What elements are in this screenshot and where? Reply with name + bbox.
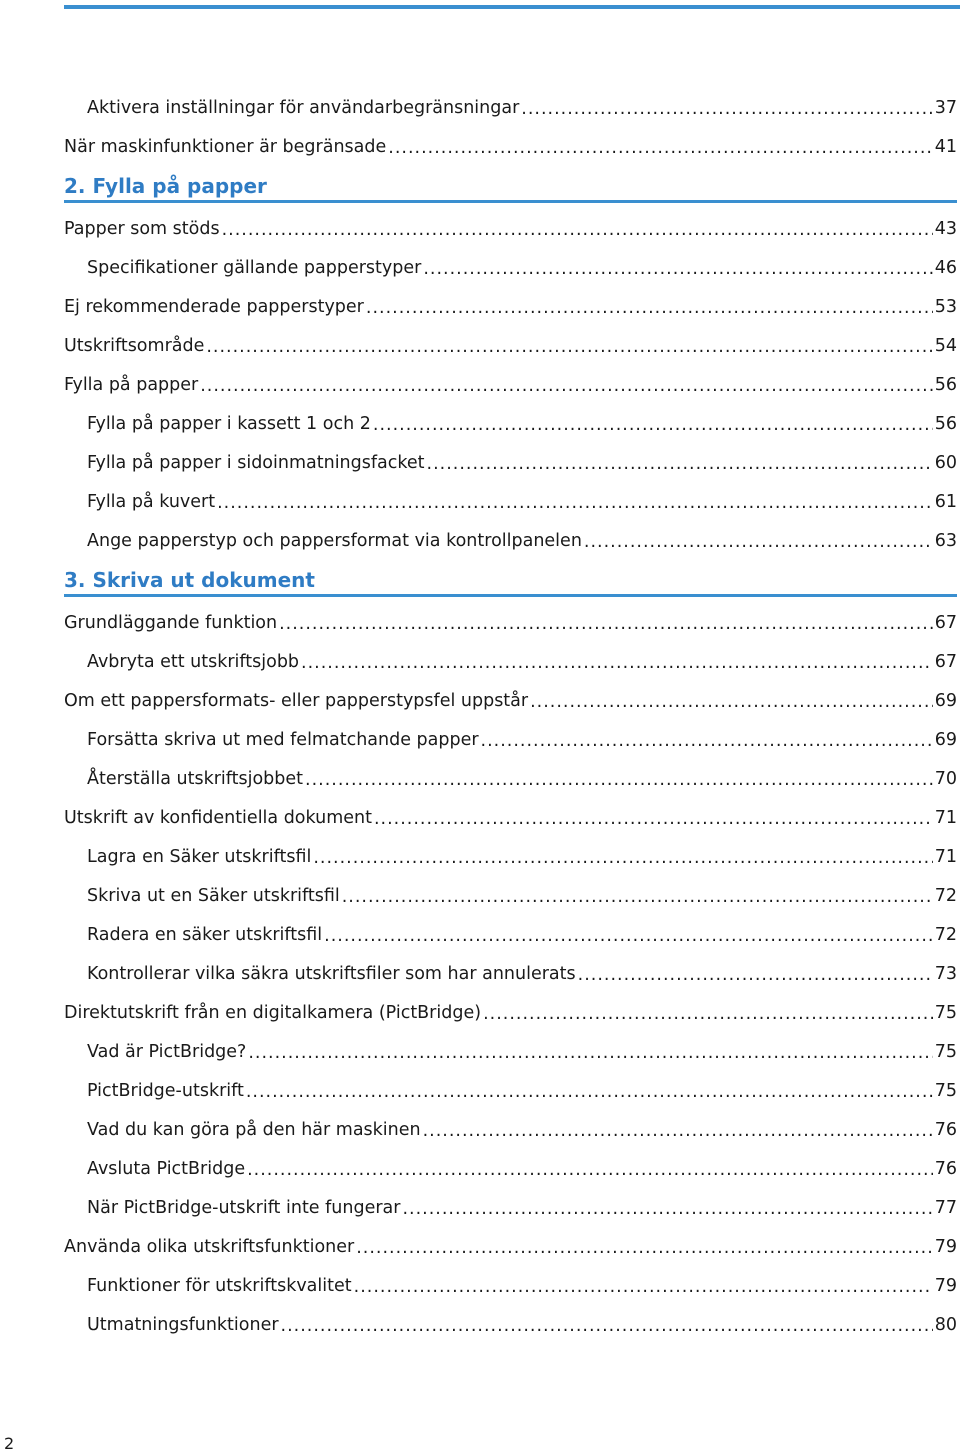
- dot-leader: [222, 220, 933, 240]
- dot-leader: [530, 692, 933, 712]
- dot-leader: [217, 493, 933, 513]
- toc-entry-title: Om ett pappersformats- eller papperstypsfel uppstår: [64, 691, 529, 711]
- toc-entry[interactable]: [87, 878, 957, 914]
- toc-entry-page: 60: [934, 453, 957, 473]
- dot-leader: [584, 532, 933, 552]
- toc-entry[interactable]: [87, 761, 957, 797]
- toc-entry-title: Ange papperstyp och pappersformat via kontrollpanelen: [87, 531, 582, 551]
- toc-entry-title: Grundläggande funktion: [64, 613, 278, 633]
- toc-entry-page: 72: [934, 886, 957, 906]
- toc-entry[interactable]: [64, 800, 957, 836]
- toc-entry-page: 71: [934, 847, 957, 867]
- toc-entry-page: 41: [934, 137, 957, 157]
- dot-leader: [423, 259, 932, 279]
- dot-leader: [281, 1316, 933, 1336]
- toc-chapter-title: 2. Fylla på papper: [64, 174, 267, 198]
- toc-entry-title: Radera en säker utskriftsfil: [87, 925, 323, 945]
- toc-entry-title: Använda olika utskriftsfunktioner: [64, 1237, 355, 1257]
- toc-entry-page: 53: [934, 297, 957, 317]
- toc-entry-title: Kontrollerar vilka säkra utskriftsfiler som har annulerats: [87, 964, 576, 984]
- dot-leader: [301, 653, 933, 673]
- toc-entry-page: 46: [934, 258, 957, 278]
- toc-entry[interactable]: [87, 250, 957, 286]
- toc-entry-title: Funktioner för utskriftskvalitet: [87, 1276, 352, 1296]
- toc-entry[interactable]: [87, 1073, 957, 1109]
- toc-entry-title: Fylla på papper i kassett 1 och 2: [87, 414, 371, 434]
- toc-entry[interactable]: [87, 90, 957, 126]
- toc-entry[interactable]: [64, 367, 957, 403]
- dot-leader: [324, 926, 933, 946]
- dot-leader: [423, 1121, 933, 1141]
- toc-entry-title: Utskrift av konfidentiella dokument: [64, 808, 372, 828]
- toc-entry-page: 75: [934, 1003, 957, 1023]
- toc-entry-page: 79: [934, 1276, 957, 1296]
- toc-entry-page: 77: [934, 1198, 957, 1218]
- toc-entry-page: 54: [934, 336, 957, 356]
- toc-entry[interactable]: [87, 1112, 957, 1148]
- toc-entry[interactable]: [64, 211, 957, 247]
- toc-entry-title: Specifikationer gällande papperstyper: [87, 258, 422, 278]
- toc-entry[interactable]: [87, 1151, 957, 1187]
- toc-entry-page: 76: [934, 1120, 957, 1140]
- dot-leader: [342, 887, 933, 907]
- dot-leader: [373, 415, 933, 435]
- toc-entry[interactable]: [87, 1268, 957, 1304]
- toc-entry-page: 56: [934, 375, 957, 395]
- toc-entry-title: Utmatningsfunktioner: [87, 1315, 279, 1335]
- toc-entry[interactable]: [87, 956, 957, 992]
- toc-entry-title: Ej rekommenderade papperstyper: [64, 297, 364, 317]
- dot-leader: [483, 1004, 933, 1024]
- dot-leader: [305, 770, 933, 790]
- toc-entry-page: 69: [934, 730, 957, 750]
- toc-entry[interactable]: [64, 129, 957, 165]
- toc-entry-page: 70: [934, 769, 957, 789]
- dot-leader: [206, 337, 932, 357]
- toc-entry[interactable]: [64, 328, 957, 364]
- toc-entry-title: PictBridge-utskrift: [87, 1081, 244, 1101]
- toc-entry-title: Papper som stöds: [64, 219, 220, 239]
- toc-entry[interactable]: [64, 1229, 957, 1265]
- chapter-rule: [64, 594, 957, 597]
- toc-entry-title: Återställa utskriftsjobbet: [87, 769, 304, 789]
- toc-entry[interactable]: [87, 839, 957, 875]
- toc-entry-page: 63: [934, 531, 957, 551]
- dot-leader: [356, 1238, 932, 1258]
- toc-entry[interactable]: [87, 644, 957, 680]
- dot-leader: [246, 1082, 933, 1102]
- dot-leader: [366, 298, 933, 318]
- toc-entry-page: 67: [934, 613, 957, 633]
- toc-entry[interactable]: [64, 683, 957, 719]
- toc-entry-title: Aktivera inställningar för användarbegränsningar: [87, 98, 520, 118]
- dot-leader: [578, 965, 933, 985]
- toc-entry[interactable]: [87, 1307, 957, 1343]
- toc-entry-page: 67: [934, 652, 957, 672]
- toc-entry-page: 61: [934, 492, 957, 512]
- toc-entry-title: Skriva ut en Säker utskriftsfil: [87, 886, 340, 906]
- toc-entry[interactable]: [87, 484, 957, 520]
- toc-entry[interactable]: [64, 605, 957, 641]
- toc-entry-title: Direktutskrift från en digitalkamera (PictBridge): [64, 1003, 482, 1023]
- toc-entry-title: Fylla på papper i sidoinmatningsfacket: [87, 453, 425, 473]
- toc-entry-page: 76: [934, 1159, 957, 1179]
- toc-entry-page: 79: [934, 1237, 957, 1257]
- toc-entry-title: Avbryta ett utskriftsjobb: [87, 652, 300, 672]
- toc-entry-title: Vad du kan göra på den här maskinen: [87, 1120, 421, 1140]
- dot-leader: [402, 1199, 932, 1219]
- toc-entry[interactable]: [87, 406, 957, 442]
- page-number: 2: [4, 1434, 15, 1453]
- dot-leader: [481, 731, 933, 751]
- top-rule: [64, 5, 960, 9]
- toc-entry-title: Vad är PictBridge?: [87, 1042, 247, 1062]
- toc-entry-title: Forsätta skriva ut med felmatchande papper: [87, 730, 479, 750]
- toc-entry-page: 69: [934, 691, 957, 711]
- dot-leader: [279, 614, 933, 634]
- dot-leader: [521, 99, 932, 119]
- toc-entry[interactable]: [87, 1190, 957, 1226]
- toc-entry[interactable]: [87, 1034, 957, 1070]
- dot-leader: [313, 848, 932, 868]
- toc-entry-page: 72: [934, 925, 957, 945]
- toc-entry-title: Avsluta PictBridge: [87, 1159, 246, 1179]
- toc-entry-title: När maskinfunktioner är begränsade: [64, 137, 387, 157]
- toc-entry-page: 73: [934, 964, 957, 984]
- toc-entry-page: 56: [934, 414, 957, 434]
- dot-leader: [248, 1043, 932, 1063]
- dot-leader: [427, 454, 933, 474]
- toc-chapter-title: 3. Skriva ut dokument: [64, 568, 315, 592]
- toc-entry-page: 75: [934, 1081, 957, 1101]
- dot-leader: [247, 1160, 933, 1180]
- toc-entry[interactable]: [87, 445, 957, 481]
- toc-entry-title: Fylla på papper: [64, 375, 199, 395]
- dot-leader: [388, 138, 932, 158]
- toc-entry-page: 37: [934, 98, 957, 118]
- toc-entry[interactable]: [64, 995, 957, 1031]
- toc-entry-page: 80: [934, 1315, 957, 1335]
- toc-entry-page: 71: [934, 808, 957, 828]
- toc-entry[interactable]: [87, 722, 957, 758]
- toc-entry[interactable]: [87, 917, 957, 953]
- dot-leader: [354, 1277, 933, 1297]
- toc-entry[interactable]: [87, 523, 957, 559]
- dot-leader: [374, 809, 933, 829]
- toc-entry-title: Fylla på kuvert: [87, 492, 216, 512]
- toc-entry-title: När PictBridge-utskrift inte fungerar: [87, 1198, 401, 1218]
- dot-leader: [200, 376, 932, 396]
- toc-entry-title: Utskriftsområde: [64, 336, 205, 356]
- toc-entry-page: 75: [934, 1042, 957, 1062]
- toc-entry[interactable]: [64, 289, 957, 325]
- chapter-rule: [64, 200, 957, 203]
- toc-entry-title: Lagra en Säker utskriftsfil: [87, 847, 312, 867]
- toc-entry-page: 43: [934, 219, 957, 239]
